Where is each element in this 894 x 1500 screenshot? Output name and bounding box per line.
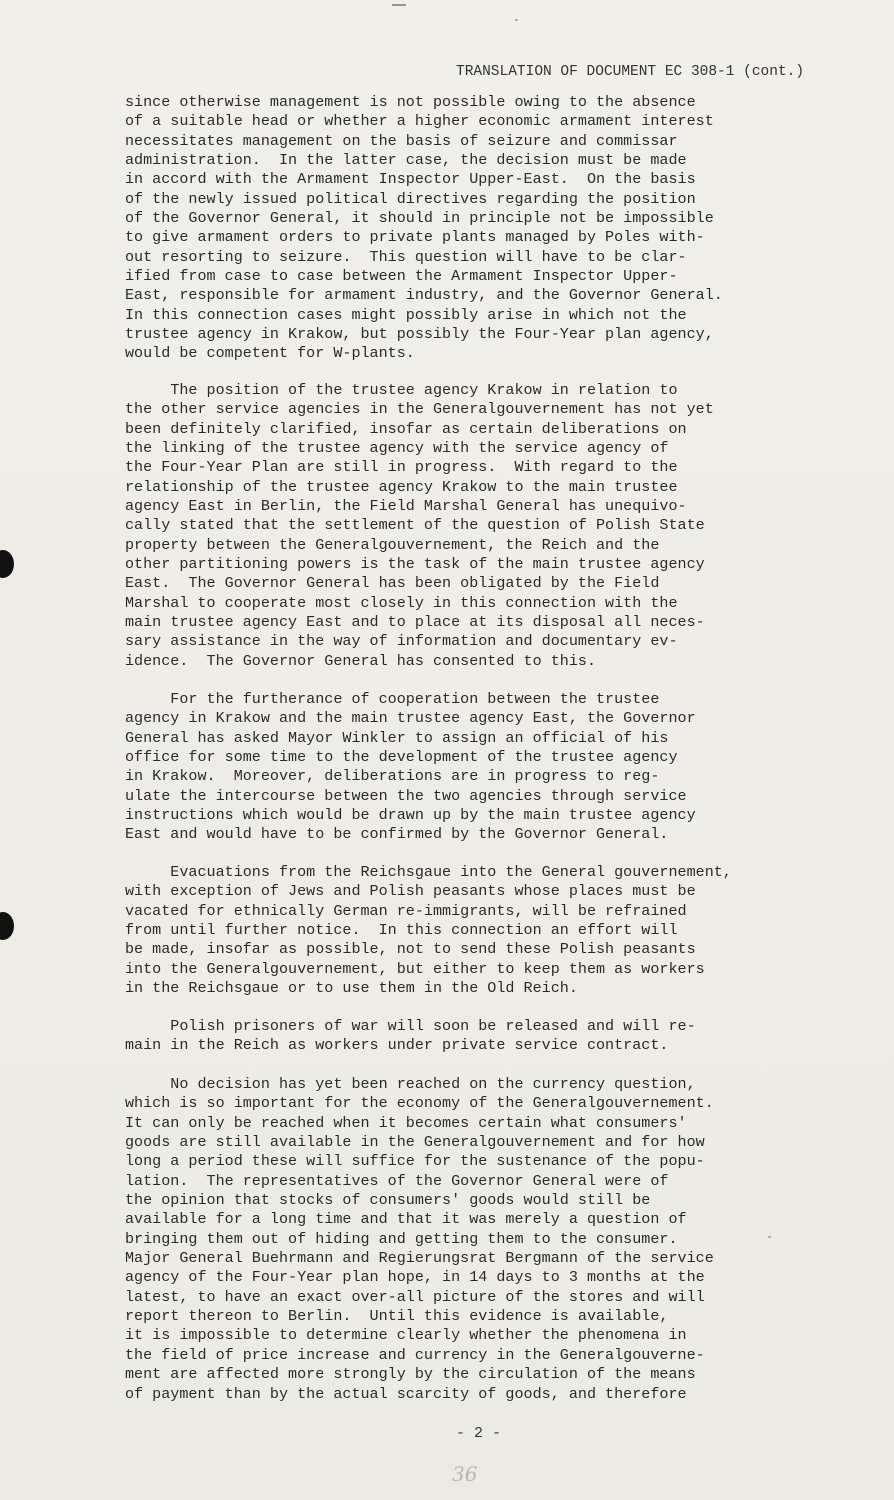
top-edge-mark [392, 4, 406, 6]
punch-hole-lower [0, 912, 14, 940]
handwritten-page-mark: 36 [452, 1462, 478, 1486]
paragraph-1: since otherwise management is not possible owing to the absence of a suitable head or whether a higher economic armament interest necessitates management on the basis of seizure and commissar administration. In the latter case, the decision must be made in accord with the Armament Inspector Upper-East. On the basis of the newly issued political directives regarding the position of the Governor General, it should in principle not be impossible to give armament orders to private plants managed by Poles with- out resorting to seizure. This question will have to be clar- ified from case to case between the Armament Inspector Upper- East, responsible for armament industry, and the Governor General. In this connection cases might possibly arise in which not the trustee agency in Krakow, but possibly the Four-Year plan agency, would be competent for W-plants. [125, 93, 723, 363]
punch-hole-upper [0, 550, 14, 578]
paper-speck [515, 19, 518, 21]
paper-speck [768, 1236, 771, 1238]
paragraph-5: Polish prisoners of war will soon be released and will re- main in the Reich as workers under private service contract. [125, 1017, 696, 1055]
document-header: TRANSLATION OF DOCUMENT EC 308-1 (cont.) [456, 64, 805, 80]
paragraph-3: For the furtherance of cooperation between the trustee agency in Krakow and the main trustee agency East, the Governor General has asked Mayor Winkler to assign an official of his office for some time to the development of the trustee agency in Krakow. Moreover, deliberations are in progress to reg- ulate the intercourse between the two agencies through service instructions which would be drawn up by the main trustee agency East and would have to be confirmed by the Governor General. [125, 690, 696, 844]
page-number: - 2 - [456, 1425, 502, 1442]
paragraph-2: The position of the trustee agency Krakow in relation to the other service agencies in the Generalgouvernement has not yet been definitely clarified, insofar as certain deliberations on the linking of the trustee agency with the service agency of the Four-Year Plan are still in progress. With regard to the relationship of the trustee agency Krakow to the main trustee agency East in Berlin, the Field Marshal General has unequivo- cally stated that the settlement of the question of Polish State property between the Generalgouvernement, the Reich and the other partitioning powers is the task of the main trustee agency East. The Governor General has been obligated by the Field Marshal to cooperate most closely in this connection with the main trustee agency East and to place at its disposal all neces- sary assistance in the way of information and documentary ev- idence. The Governor General has consented to this. [125, 381, 714, 670]
paragraph-6: No decision has yet been reached on the currency question, which is so important for the economy of the Generalgouvernement. It can only be reached when it becomes certain what consumers' goods are still available in the Generalgouvernement and for how long a period these will suffice for the sustenance of the popu- lation. The representatives of the Governor General were of the opinion that stocks of consumers' goods would still be available for a long time and that it was merely a question of bringing them out of hiding and getting them to the consumer. Major General Buehrmann and Regierungsrat Bergmann of the service agency of the Four-Year plan hope, in 14 days to 3 months at the latest, to have an exact over-all picture of the stores and will report thereon to Berlin. Until this evidence is available, it is impossible to determine clearly whether the phenomena in the field of price increase and currency in the Generalgouverne- ment are affected more strongly by the circulation of the means of payment than by the actual scarcity of goods, and therefore [125, 1075, 714, 1403]
paragraph-4: Evacuations from the Reichsgaue into the General gouvernement, with exception of Jews and Polish peasants whose places must be vacated for ethnically German re-immigrants, will be refrained from until further notice. In this connection an effort will be made, insofar as possible, not to send these Polish peasants into the Generalgouvernement, but either to keep them as workers in the Reichsgaue or to use them in the Old Reich. [125, 863, 732, 998]
